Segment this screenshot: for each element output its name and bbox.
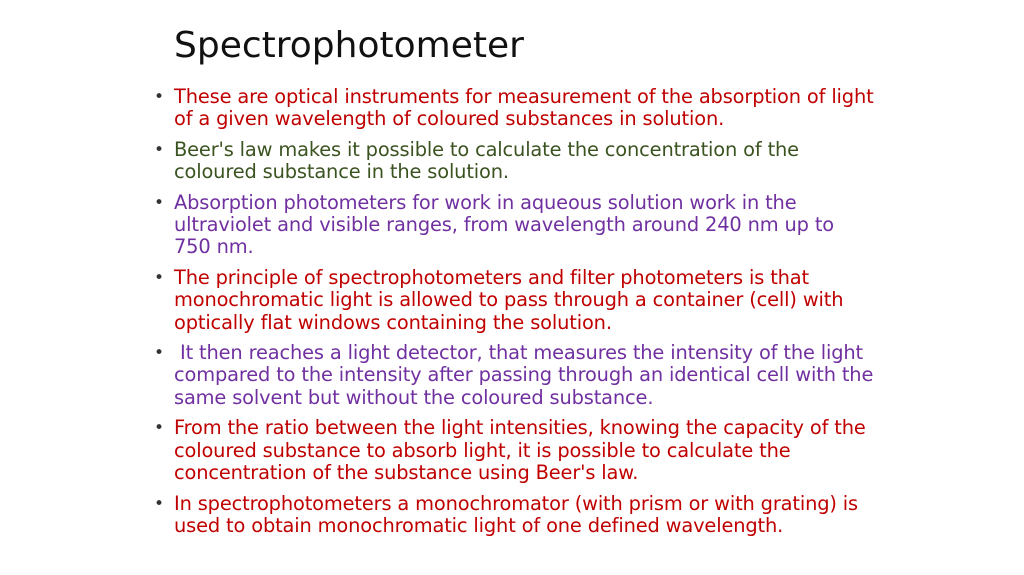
- bullet-text: It then reaches a light detector, that measures the intensity of the light compared to the intensity after passing through an identical cell with the same solvent but without the coloured substance.: [174, 341, 880, 409]
- bullet-marker-icon: •: [154, 192, 164, 213]
- bullet-marker-icon: •: [154, 343, 164, 364]
- bullet-marker-icon: •: [154, 493, 164, 514]
- bullet-text: Absorption photometers for work in aqueous solution work in the ultraviolet and visible ranges, from wavelength around 240 nm up to 750 nm.: [174, 190, 834, 259]
- bullet-marker-icon: •: [154, 418, 164, 439]
- bullet-text: The principle of spectrophotometers and filter photometers is that monochromatic light is allowed to pass through a container (cell) with optically flat windows containing the solution.: [174, 265, 844, 334]
- bullet-item: [154, 192, 874, 259]
- bullet-marker-icon: •: [154, 139, 164, 160]
- bullet-item: [154, 341, 880, 409]
- bullet-item: [154, 417, 874, 484]
- bullet-item: [154, 86, 874, 131]
- bullet-item: [154, 493, 874, 538]
- bullet-text: From the ratio between the light intensities, knowing the capacity of the coloured substance to absorb light, it is possible to calculate the concentration of the substance using Beer's law.: [174, 416, 866, 485]
- bullet-text: These are optical instruments for measurement of the absorption of light of a given wavelength of coloured substances in solution.: [174, 85, 874, 131]
- bullet-item: [154, 139, 874, 184]
- slide-title: Spectrophotometer: [174, 25, 524, 66]
- bullet-marker-icon: •: [154, 87, 164, 107]
- bullet-marker-icon: •: [154, 267, 164, 288]
- bullet-list: [154, 85, 880, 545]
- bullet-text: Beer's law makes it possible to calculate the concentration of the coloured substance in the solution.: [174, 137, 799, 184]
- bullet-item: [154, 267, 874, 334]
- bullet-text: In spectrophotometers a monochromator (with prism or with grating) is used to obtain monochromatic light of one defined wavelength.: [174, 491, 859, 537]
